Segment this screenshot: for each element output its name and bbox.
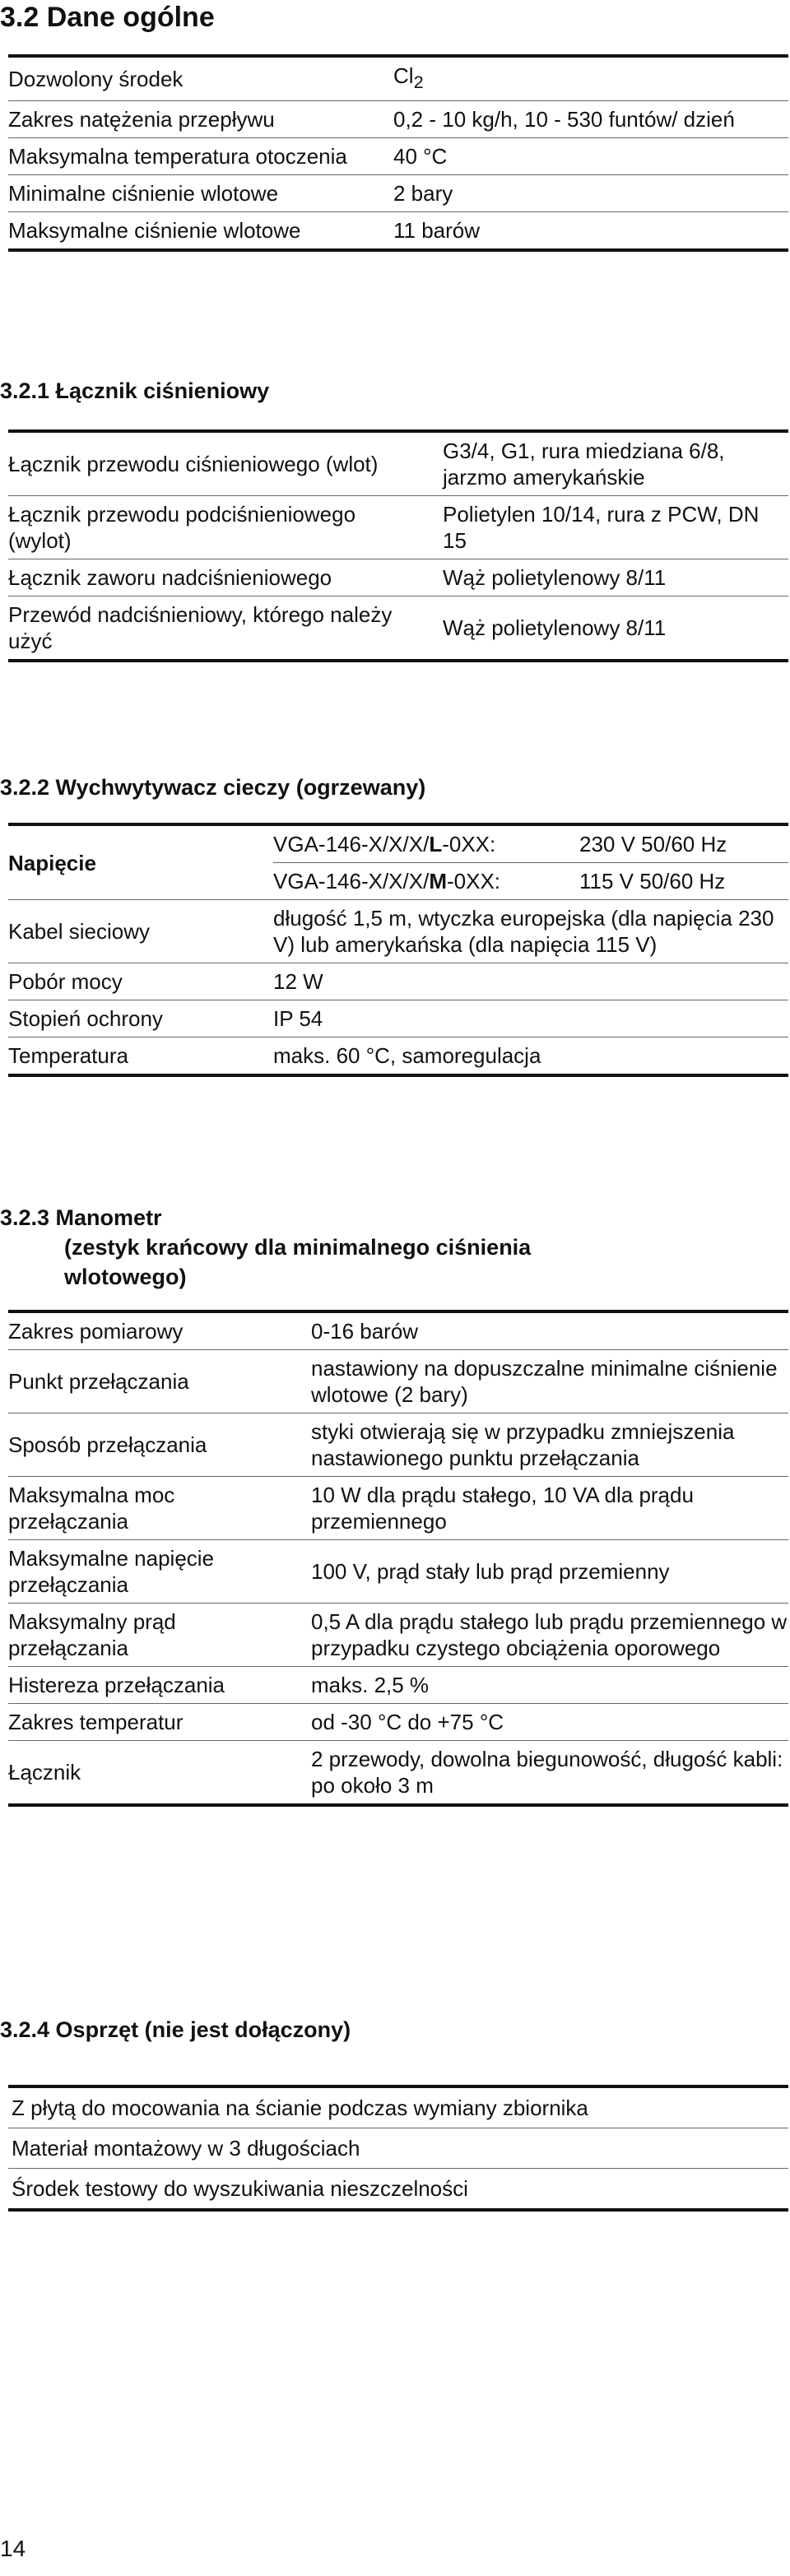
row-value: od -30 °C do +75 °C bbox=[311, 1704, 788, 1741]
liquid-trap-table bbox=[8, 823, 788, 1077]
liquid-trap-title: 3.2.2 Wychwytywacz cieczy (ogrzewany) bbox=[0, 775, 426, 800]
row-label: Przewód nadciśnieniowy, którego należy użyć bbox=[8, 596, 443, 661]
row-value: 2 bary bbox=[393, 175, 788, 212]
row-value: maks. 2,5 % bbox=[311, 1667, 788, 1704]
accessories-title: 3.2.4 Osprzęt (nie jest dołączony) bbox=[0, 2017, 351, 2042]
row-label: Maksymalna moc przełączania bbox=[8, 1477, 311, 1540]
row-value: 12 W bbox=[273, 963, 788, 1000]
row-label: Zakres pomiarowy bbox=[8, 1319, 184, 1344]
table-row bbox=[8, 56, 788, 101]
table-row bbox=[8, 596, 788, 661]
row-value: nastawiony na dopuszczalne minimalne ciśnienie wlotowe (2 bary) bbox=[311, 1350, 788, 1413]
voltage-model: VGA-146-X/X/X/L-0XX: bbox=[273, 832, 496, 856]
row-label: Łącznik bbox=[8, 1741, 311, 1806]
accessories-list bbox=[8, 2085, 788, 2212]
row-label: Dozwolony środek bbox=[8, 67, 184, 92]
row-value: maks. 60 °C, samoregulacja bbox=[273, 1037, 788, 1076]
table-row bbox=[8, 1667, 788, 1704]
table-row bbox=[8, 1350, 788, 1413]
row-label: Punkt przełączania bbox=[8, 1350, 311, 1413]
row-label: Zakres natężenia przepływu bbox=[8, 101, 393, 138]
row-value: $Cl_2$ bbox=[393, 63, 424, 93]
table-row bbox=[8, 1741, 788, 1806]
page-number: 14 bbox=[0, 2536, 26, 2561]
table-row bbox=[8, 1477, 788, 1540]
row-value: 2 przewody, dowolna biegunowość, długość kabli: po około 3 m bbox=[311, 1741, 788, 1806]
row-value: G3/4, G1, rura miedziana 6/8, jarzmo amerykańskie bbox=[443, 439, 725, 490]
row-label: Stopień ochrony bbox=[8, 1000, 273, 1037]
voltage-value: 230 V 50/60 Hz bbox=[579, 832, 727, 856]
table-row bbox=[8, 824, 788, 863]
table-row bbox=[8, 212, 788, 251]
row-value: Polietylen 10/14, rura z PCW, DN 15 bbox=[443, 496, 788, 559]
table-row bbox=[8, 1311, 788, 1350]
section-title: 3.2 Dane ogólne bbox=[0, 2, 215, 33]
list-item: Środek testowy do wyszukiwania nieszczelności bbox=[8, 2168, 788, 2208]
row-label: Maksymalne napięcie przełączania bbox=[8, 1540, 311, 1604]
voltage-model: VGA-146-X/X/X/M-0XX: bbox=[273, 869, 501, 893]
manometer-table bbox=[8, 1310, 788, 1807]
table-row bbox=[8, 101, 788, 138]
voltage-model-value bbox=[273, 863, 788, 900]
table-row bbox=[8, 1540, 788, 1604]
row-value: Wąż polietylenowy 8/11 bbox=[443, 559, 788, 596]
general-data-table bbox=[8, 54, 788, 252]
row-value: 0,5 A dla prądu stałego lub prądu przemiennego w przypadku czystego obciążenia oporowego bbox=[311, 1604, 788, 1667]
row-value: długość 1,5 m, wtyczka europejska (dla napięcia 230 V) lub amerykańska (dla napięcia 115 V) bbox=[273, 900, 788, 963]
row-value: IP 54 bbox=[273, 1000, 788, 1037]
row-label: Sposób przełączania bbox=[8, 1413, 311, 1477]
row-label: Histereza przełączania bbox=[8, 1667, 311, 1704]
table-row bbox=[8, 1037, 788, 1076]
row-label: Maksymalne ciśnienie wlotowe bbox=[8, 212, 393, 251]
pressure-switch-title: 3.2.1 Łącznik ciśnieniowy bbox=[0, 378, 270, 403]
table-row bbox=[8, 1413, 788, 1477]
row-value: Wąż polietylenowy 8/11 bbox=[443, 596, 788, 661]
table-row bbox=[8, 138, 788, 175]
table-row bbox=[8, 431, 788, 496]
row-label: Łącznik przewodu podciśnieniowego (wylot) bbox=[8, 496, 443, 559]
voltage-value: 115 V 50/60 Hz bbox=[579, 869, 726, 893]
row-value: 100 V, prąd stały lub prąd przemienny bbox=[311, 1540, 788, 1604]
row-label: Maksymalny prąd przełączania bbox=[8, 1604, 311, 1667]
row-value: styki otwierają się w przypadku zmniejszenia nastawionego punktu przełączania bbox=[311, 1413, 788, 1477]
list-item: Z płytą do mocowania na ścianie podczas wymiany zbiornika bbox=[12, 2096, 588, 2120]
row-value: 0,2 - 10 kg/h, 10 - 530 funtów/ dzień bbox=[393, 101, 788, 138]
manometer-title bbox=[0, 1203, 531, 1292]
row-label: Zakres temperatur bbox=[8, 1704, 311, 1741]
manometer-title-line1: 3.2.3 Manometr bbox=[0, 1205, 162, 1230]
row-value: 0-16 barów bbox=[311, 1319, 419, 1344]
table-row bbox=[8, 559, 788, 596]
manometer-title-line3: wlotowego) bbox=[64, 1265, 187, 1289]
row-label: Łącznik przewodu ciśnieniowego (wlot) bbox=[8, 452, 379, 476]
voltage-model-value bbox=[273, 824, 788, 863]
row-value: 10 W dla prądu stałego, 10 VA dla prądu przemiennego bbox=[311, 1477, 788, 1540]
row-label: Łącznik zaworu nadciśnieniowego bbox=[8, 559, 443, 596]
table-row bbox=[8, 900, 788, 963]
table-row bbox=[8, 1604, 788, 1667]
row-label: Temperatura bbox=[8, 1037, 273, 1076]
table-row bbox=[8, 175, 788, 212]
row-label: Maksymalna temperatura otoczenia bbox=[8, 138, 393, 175]
row-value: 40 °C bbox=[393, 138, 788, 175]
row-value: 11 barów bbox=[393, 212, 788, 251]
table-row bbox=[8, 1000, 788, 1037]
table-row bbox=[8, 1704, 788, 1741]
table-row bbox=[8, 963, 788, 1000]
row-label: Minimalne ciśnienie wlotowe bbox=[8, 175, 393, 212]
row-label: Kabel sieciowy bbox=[8, 900, 273, 963]
voltage-label: Napięcie bbox=[8, 850, 96, 875]
list-item: Materiał montażowy w 3 długościach bbox=[8, 2128, 788, 2168]
row-label: Pobór mocy bbox=[8, 963, 273, 1000]
pressure-switch-table bbox=[8, 429, 788, 662]
table-row bbox=[8, 496, 788, 559]
manometer-title-line2: (zestyk krańcowy dla minimalnego ciśnienia bbox=[64, 1235, 532, 1260]
